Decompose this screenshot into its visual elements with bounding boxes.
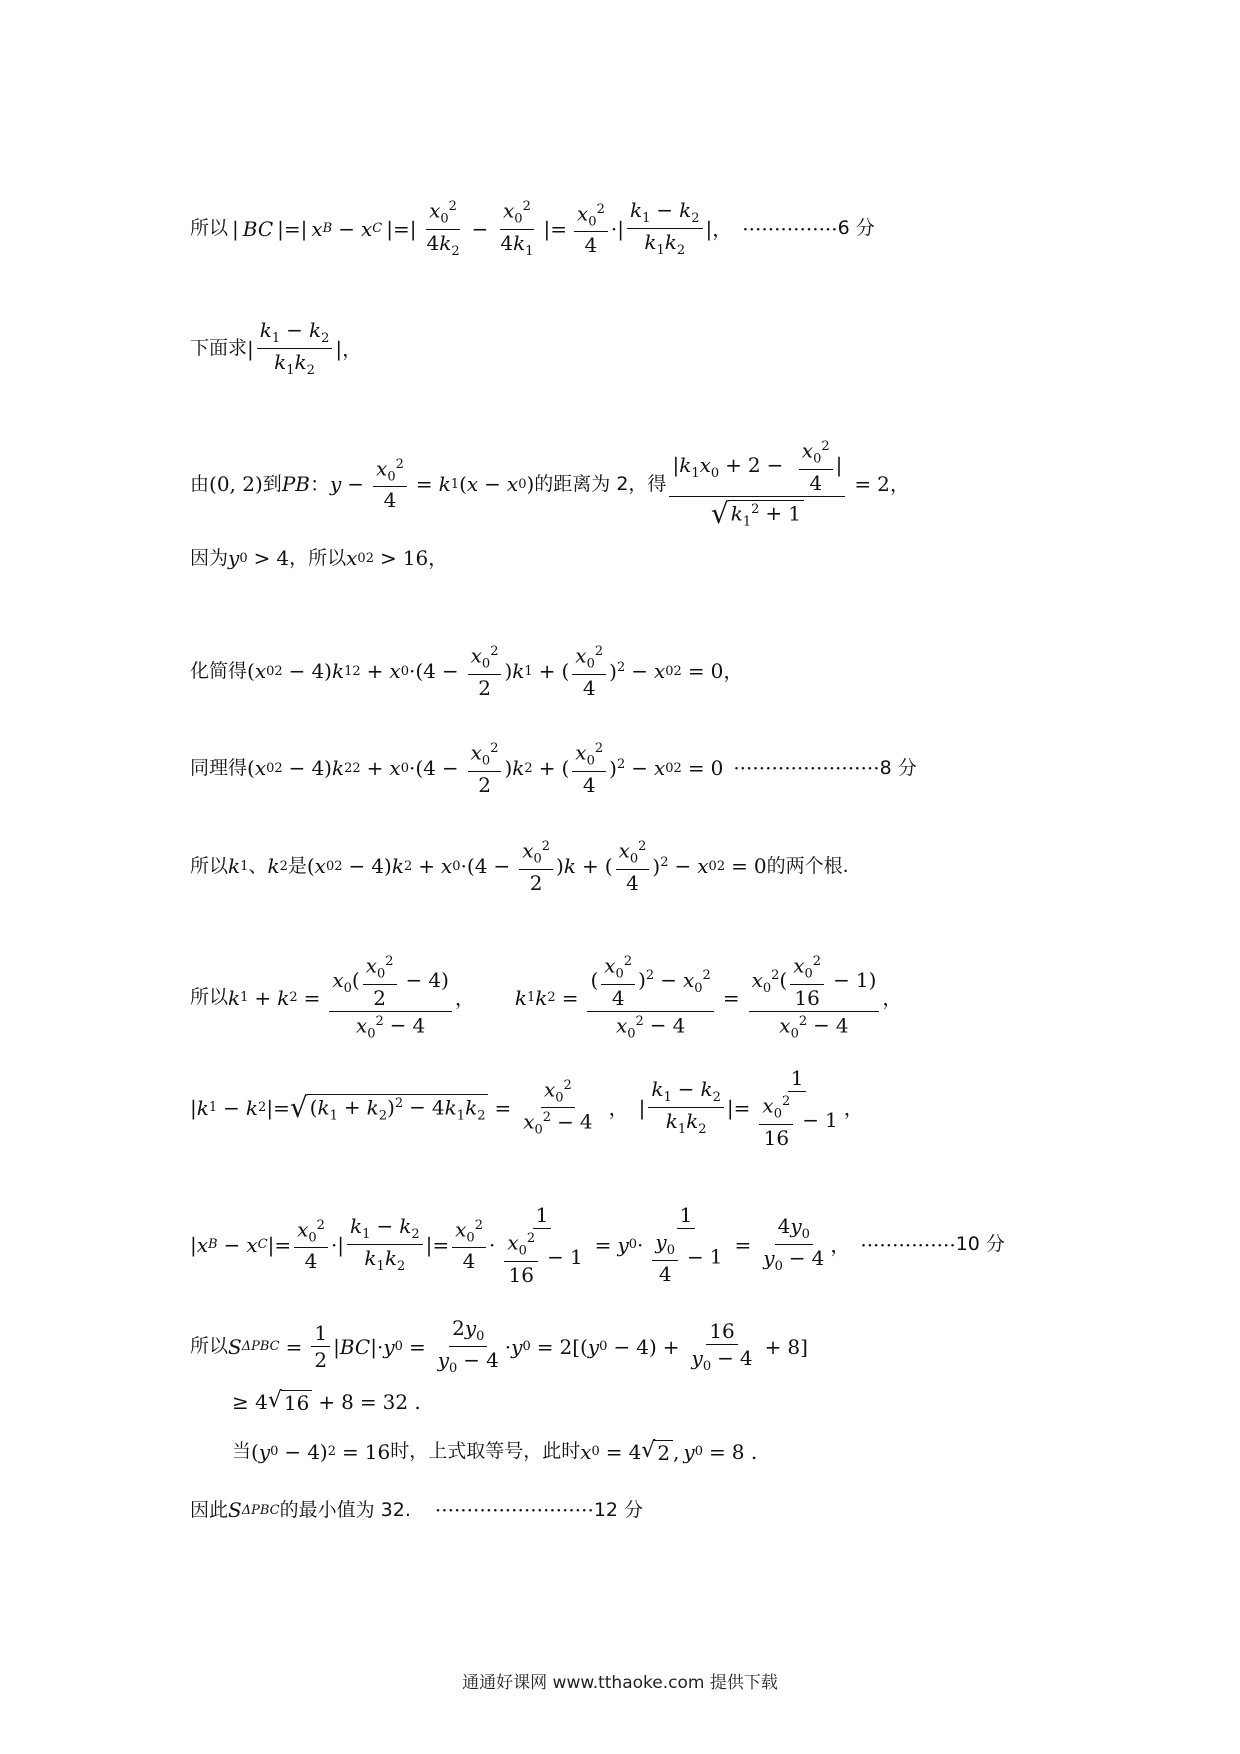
text: ，所以 xyxy=(289,546,347,569)
line-inequality: ≥ 4 √ 16 + 8 = 32 . xyxy=(232,1388,421,1415)
text: 下面求 xyxy=(190,337,248,359)
text: 时，上式取等号，此时 xyxy=(390,1440,581,1462)
line-find-ratio: 下面求 | $\frac{k_1 - k_2}{k_1k_2}$ |， xyxy=(190,318,363,378)
line-difference: | k 1 − k 2 |= √ $(k_1 + k_2)^2 - 4k_1k_2$ = $\frac{x_0^2}{x_0^2 - 4}$ ， | $\frac{k_1 - k_2}{k_1k_2}$ |= 1 $\frac{x_0^2}{16}$ − 1 ， xyxy=(190,1066,864,1150)
page-footer: 通通好课网 www.tthaoke.com 提供下载 xyxy=(462,1673,778,1693)
line-equality: 当 ( y 0 − 4) 2 = 16 时，上式取等号，此时 x 0 = 4 √ 2 , y 0 = 8 . xyxy=(232,1438,758,1465)
text: 的最小值为 32. xyxy=(279,1498,411,1521)
text: 的两个根. xyxy=(766,854,849,877)
line-bc-length: 所以 | BC |=| x B − x C |=| $\frac{x_0^2}{4k_2}$ − $\frac{x_0^2}{4k_1}$ |= $\frac{x_0^2}{4}$ ·| $\frac{k_1 - k_2}{k_1k_2}$ |， ··············· 6 分 xyxy=(190,198,875,259)
score-text: 6 分 xyxy=(837,217,875,240)
line-distance: 由 (0, 2) 到 PB ： y − $\frac{x_0^2}{4}$ = k 1 ( x − x 0 ) 的距离为 2，得 $|k_1x_0 + 2$ − $\frac{x_0^2}{4}$ | √ $k_1^2 + 1$ = 2， xyxy=(190,438,910,530)
text: 到 xyxy=(262,472,282,495)
score-text: 8 分 xyxy=(879,756,917,779)
text: 所以 xyxy=(190,217,229,240)
text: 因为 xyxy=(190,546,229,569)
line-conclusion: 因此 S ΔPBC 的最小值为 32. ························· 12 分 xyxy=(190,1498,644,1522)
score-text: 10 分 xyxy=(955,1233,1005,1256)
line-vieta: 所以 k 1 + k 2 = $x_0$( $\frac{x_0^2}{2}$ − 4) $x_0^2 - 4$ ， k 1 k 2 = ( $\frac{x_0^2}{4}$ )$^2 - x_0^2$ $x_0^2 - 4$ = $x_0^2$( $\frac{x_0^2}{16}$ − 1) $x_0^2 - 4$ ， xyxy=(190,953,903,1042)
line-similarly: 同理得 ( x 0 2 − 4) k 2 2 + x 0 ·(4 − $\frac{x_0^2}{2}$ ) k 2 + ( $\frac{x_0^2}{4}$ )$^2$ − x 0 2 = 0 ······················· 8 分 xyxy=(190,740,917,797)
text: 的距离为 2，得 xyxy=(534,472,667,495)
text: 、 xyxy=(248,854,268,877)
line-condition: 因为 y 0 > 4 ，所以 x 0 2 > 16， xyxy=(190,546,449,570)
text: 所以 xyxy=(190,986,229,1009)
score-text: 12 分 xyxy=(593,1498,644,1521)
text: 是 xyxy=(287,854,307,877)
text: 同理得 xyxy=(190,756,248,779)
line-area: 所以 S ΔPBC = $\frac{1}{2}$ | BC |· y 0 = $\frac{2y_0}{y_0 - 4}$ · y 0 = 2[( y 0 − 4) + $\frac{16}{y_0 - 4}$ + 8] xyxy=(190,1316,808,1376)
text: 由 xyxy=(190,472,210,495)
line-xb-xc: | x B − x C |= $\frac{x_0^2}{4}$ ·| $\frac{k_1 - k_2}{k_1k_2}$ |= $\frac{x_0^2}{4}$ · 1 $\frac{x_0^2}{16}$ − 1 = y 0 · 1 $\frac{y_0}{4}$ − 1 = $\frac{4y_0}{y_0 - 4}$ ， ··············· 10 分 xyxy=(190,1203,1005,1287)
line-roots: 所以 k 1 、 k 2 是 ( x 0 2 − 4) k 2 + x 0 ·(4 − $\frac{x_0^2}{2}$ ) k + ( $\frac{x_0^2}{4}$ )$^2$ − x 0 2 = 0 的两个根. xyxy=(190,838,849,895)
text: 因此 xyxy=(190,1498,229,1521)
line-simplify: 化简得 ( x 0 2 − 4) k 1 2 + x 0 ·(4 − $\frac{x_0^2}{2}$ ) k 1 + ( $\frac{x_0^2}{4}$ )$^2$ − x 0 2 = 0， xyxy=(190,643,744,700)
text: 当 xyxy=(232,1440,252,1462)
text: 所以 xyxy=(190,854,229,877)
text: 所以 xyxy=(190,1335,229,1357)
text: 化简得 xyxy=(190,659,248,682)
